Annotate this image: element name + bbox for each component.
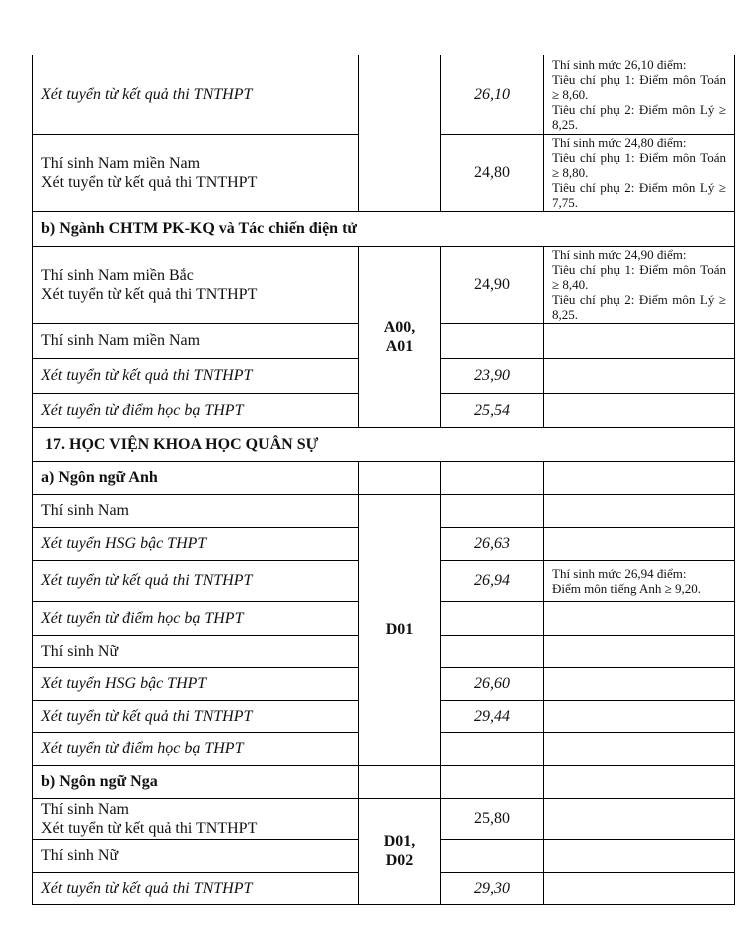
row-label: Xét tuyển từ điểm học bạ THPT xyxy=(33,601,359,635)
note-line: Thí sinh mức 26,10 điểm: xyxy=(552,56,687,72)
note-cell xyxy=(544,872,735,904)
row-label: Xét tuyển từ kết quả thi TNTHPT xyxy=(33,560,359,601)
row-label: Thí sinh Nữ xyxy=(33,839,359,872)
table-row xyxy=(33,246,735,323)
score-cell xyxy=(441,461,544,494)
note-line: Tiêu chí phụ 1: Điểm môn Toán ≥ 8,40. xyxy=(552,262,726,292)
note-cell xyxy=(544,601,735,635)
note-cell xyxy=(544,700,735,732)
row-label: Xét tuyển từ kết quả thi TNTHPT xyxy=(33,700,359,732)
note-cell xyxy=(544,527,735,560)
row-label: Xét tuyển từ điểm học bạ THPT xyxy=(33,732,359,765)
score-cell xyxy=(441,323,544,358)
table-row xyxy=(33,798,735,839)
row-label: Xét tuyển HSG bậc THPT xyxy=(33,527,359,560)
note-line: Điểm môn tiếng Anh ≥ 9,20. xyxy=(552,580,702,596)
note-cell xyxy=(544,635,735,667)
row-label: Xét tuyển từ điểm học bạ THPT xyxy=(33,393,359,427)
subsection-row xyxy=(33,765,735,798)
row-label xyxy=(33,246,359,323)
table-row xyxy=(33,494,735,527)
section-row xyxy=(33,427,735,461)
note-cell xyxy=(544,798,735,839)
row-label: Xét tuyển từ kết quả thi TNTHPT xyxy=(33,358,359,393)
score-cell xyxy=(441,839,544,872)
note-cell xyxy=(544,55,735,134)
admission-score-table xyxy=(32,55,735,905)
score-cell: 29,44 xyxy=(441,700,544,732)
section-heading: b) Ngành CHTM PK-KQ và Tác chiến điện tử xyxy=(33,211,735,246)
table-row xyxy=(33,55,735,134)
note-cell xyxy=(544,461,735,494)
note-cell xyxy=(544,134,735,211)
row-label-line: Thí sinh Nam xyxy=(41,800,129,818)
note-cell xyxy=(544,358,735,393)
note-line: Tiêu chí phụ 2: Điểm môn Lý ≥ 8,25. xyxy=(552,101,726,132)
subsection-heading: b) Ngôn ngữ Nga xyxy=(33,765,359,798)
score-cell: 26,10 xyxy=(441,55,544,134)
note-line: Thí sinh mức 24,90 điểm: xyxy=(552,247,687,262)
subject-code-cell xyxy=(359,55,441,211)
score-cell: 25,54 xyxy=(441,393,544,427)
row-label-line: Xét tuyển từ kết quả thi TNTHPT xyxy=(41,819,258,837)
row-label-line: Xét tuyển từ kết quả thi TNTHPT xyxy=(41,173,258,191)
score-cell: 24,80 xyxy=(441,134,544,211)
score-cell: 26,63 xyxy=(441,527,544,560)
score-cell: 26,60 xyxy=(441,667,544,700)
score-cell xyxy=(441,601,544,635)
subsection-row xyxy=(33,461,735,494)
score-cell: 26,94 xyxy=(441,560,544,601)
score-cell xyxy=(441,732,544,765)
note-cell xyxy=(544,560,735,601)
subject-code: A00, A01 xyxy=(383,318,416,355)
note-cell xyxy=(544,246,735,323)
note-line: Thí sinh mức 24,80 điểm: xyxy=(552,135,687,150)
row-label-line: Thí sinh Nam miền Nam xyxy=(41,154,201,172)
note-line: Tiêu chí phụ 2: Điểm môn Lý ≥ 8,25. xyxy=(552,292,726,322)
note-cell xyxy=(544,732,735,765)
row-label: Xét tuyển từ kết quả thi TNTHPT xyxy=(33,55,359,134)
note-cell xyxy=(544,839,735,872)
score-cell xyxy=(441,494,544,527)
row-label: Xét tuyển từ kết quả thi TNTHPT xyxy=(33,872,359,904)
subject-code-cell xyxy=(359,246,441,427)
row-label: Thí sinh Nam xyxy=(33,494,359,527)
note-cell xyxy=(544,323,735,358)
note-cell xyxy=(544,494,735,527)
score-cell xyxy=(441,635,544,667)
note-cell xyxy=(544,765,735,798)
row-label: Thí sinh Nữ xyxy=(33,635,359,667)
row-label: Xét tuyển HSG bậc THPT xyxy=(33,667,359,700)
note-cell xyxy=(544,393,735,427)
score-cell: 29,30 xyxy=(441,872,544,904)
score-cell: 24,90 xyxy=(441,246,544,323)
row-label xyxy=(33,134,359,211)
section-row xyxy=(33,211,735,246)
score-cell: 23,90 xyxy=(441,358,544,393)
row-label-line: Xét tuyển từ kết quả thi TNTHPT xyxy=(41,285,258,303)
subject-code-cell xyxy=(359,765,441,798)
score-cell: 25,80 xyxy=(441,798,544,839)
score-cell xyxy=(441,765,544,798)
subject-code-cell xyxy=(359,798,441,904)
row-label xyxy=(33,798,359,839)
row-label-line: Thí sinh Nam miền Bắc xyxy=(41,266,194,284)
section-heading: 17. HỌC VIỆN KHOA HỌC QUÂN SỰ xyxy=(33,427,735,461)
note-line: Tiêu chí phụ 1: Điểm môn Toán ≥ 8,80. xyxy=(552,150,726,180)
subsection-heading: a) Ngôn ngữ Anh xyxy=(33,461,359,494)
subject-code-cell xyxy=(359,461,441,494)
subject-code: D01, D02 xyxy=(383,833,416,869)
note-line: Thí sinh mức 26,94 điểm: xyxy=(552,565,687,581)
subject-code-cell: D01 xyxy=(359,494,441,765)
note-cell xyxy=(544,667,735,700)
note-line: Tiêu chí phụ 1: Điểm môn Toán ≥ 8,60. xyxy=(552,71,726,102)
row-label: Thí sinh Nam miền Nam xyxy=(33,323,359,358)
note-line: Tiêu chí phụ 2: Điểm môn Lý ≥ 7,75. xyxy=(552,180,726,210)
